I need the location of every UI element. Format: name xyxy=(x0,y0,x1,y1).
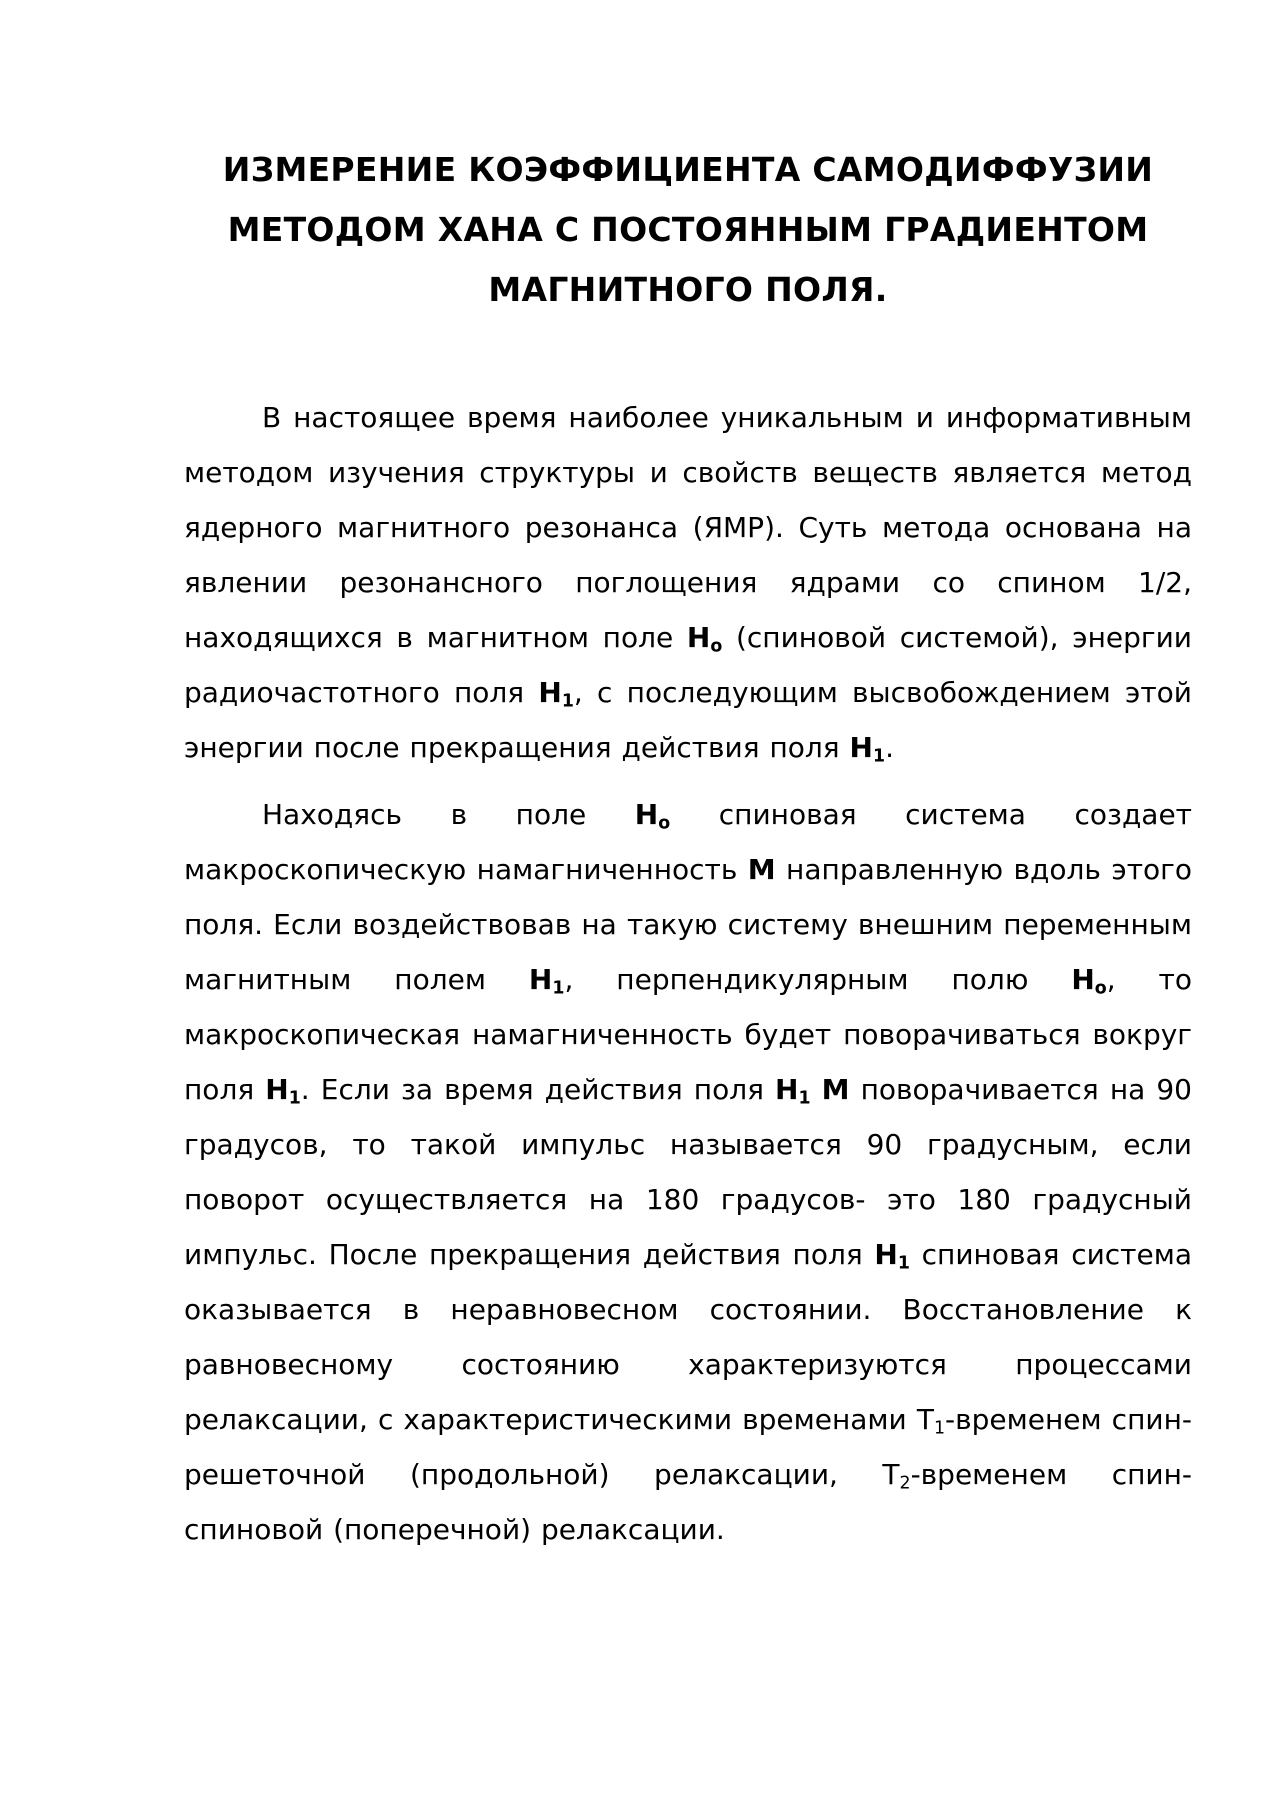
symbol-h0: $H_o$ xyxy=(686,621,723,657)
p2-text-2: спиновая система создает макроскопическую намагниченность xyxy=(184,798,1192,886)
symbol-h1: $H_1$ xyxy=(265,1073,301,1109)
symbol-h0: $H_o$ xyxy=(634,798,671,834)
paragraph-1 xyxy=(184,390,1192,775)
p2-text-8: спиновая система оказывается в неравновесном состоянии. Восстановление к равновесному состоянию характеризуются процессами релаксации, с характеристическими временами xyxy=(184,1238,1193,1436)
symbol-h1: $H_1$ xyxy=(874,1238,910,1274)
symbol-h1: $H_1$ xyxy=(775,1073,811,1109)
paragraph-2 xyxy=(184,787,1192,1557)
p2-text-9: -временем спин-решеточной (продольной) релаксации, xyxy=(184,1403,1192,1491)
p1-text-3: , с последующим высвобождением этой энергии после прекращения действия поля xyxy=(184,676,1192,764)
p1-text-4: . xyxy=(885,731,894,764)
title-line-1: ИЗМЕРЕНИЕ КОЭФФИЦИЕНТА САМОДИФФУЗИИ xyxy=(222,150,1154,189)
symbol-m: M xyxy=(747,853,776,886)
symbol-m: M xyxy=(821,1073,850,1106)
document-page xyxy=(184,140,1192,1569)
p2-text-6: . Если за время действия поля xyxy=(300,1073,776,1106)
p1-text-2: (спиновой системой), энергии радиочастотного поля xyxy=(184,621,1192,709)
symbol-t1: $T_1$ xyxy=(916,1403,945,1439)
title-line-3: МАГНИТНОГО ПОЛЯ. xyxy=(488,270,888,309)
p2-text-5: , то макроскопическая намагниченность будет поворачиваться вокруг поля xyxy=(184,963,1192,1106)
p2-text-3: направленную вдоль этого поля. Если воздействовав на такую систему внешним переменным магнитным полем xyxy=(184,853,1192,996)
title-line-2: МЕТОДОМ ХАНА С ПОСТОЯННЫМ ГРАДИЕНТОМ xyxy=(227,210,1149,249)
symbol-t2: $T_2$ xyxy=(882,1458,911,1494)
p2-text-4: , перпендикулярным полю xyxy=(564,963,1072,996)
symbol-h0: $H_o$ xyxy=(1071,963,1107,999)
symbol-h1: $H_1$ xyxy=(849,731,886,767)
symbol-h1: $H_1$ xyxy=(528,963,565,999)
p2-text-10: -временем спин-спиновой (поперечной) релаксации. xyxy=(184,1458,1192,1546)
symbol-h1: $H_1$ xyxy=(538,676,574,712)
p2-text-7: поворачивается на 90 градусов, то такой импульс называется 90 градусным, если поворот осуществляется на 180 градусов- это 180 градусный импульс. После прекращения действия поля xyxy=(184,1073,1192,1271)
p1-text-1: В настоящее время наиболее уникальным и информативным методом изучения структуры и свойств веществ является метод ядерного магнитного резонанса (ЯМР). Суть метода основана на явлении резонансного поглощения ядрами со спином 1/2, находящихся в магнитном поле xyxy=(184,401,1192,654)
document-title xyxy=(184,140,1192,320)
p2-text-1: Находясь в поле xyxy=(262,798,635,831)
